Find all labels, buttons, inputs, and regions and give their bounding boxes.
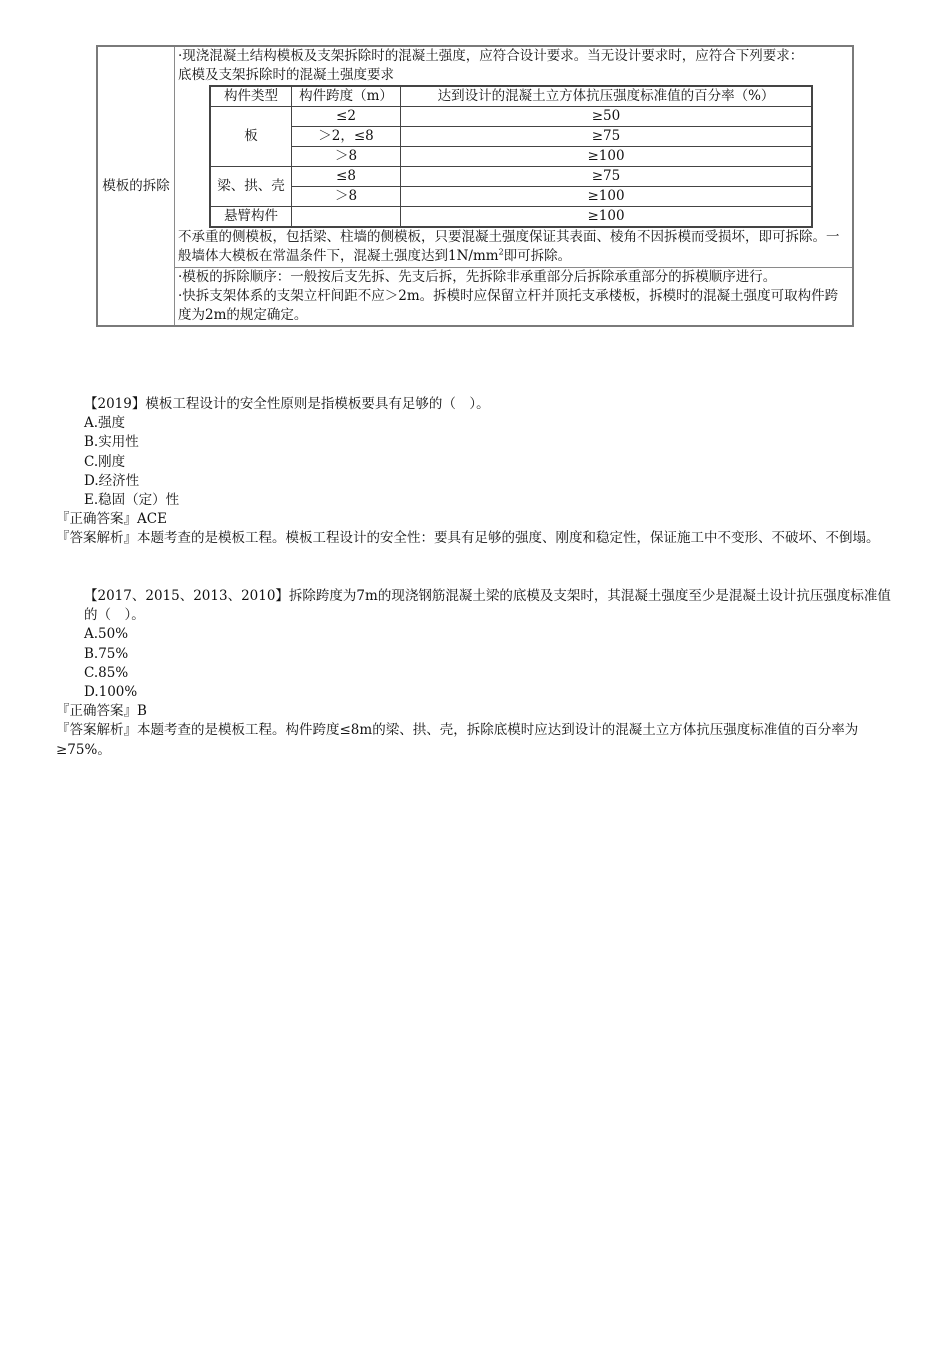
- question-2017: [56, 587, 898, 760]
- span-cell: ＞2，≤8: [292, 127, 401, 147]
- option-b: B.75%: [84, 645, 129, 662]
- option-c: C.85%: [84, 664, 129, 681]
- correct-answer: 『正确答案』ACE: [56, 511, 167, 528]
- table-row: [210, 167, 812, 187]
- header-percent: 达到设计的混凝土立方体抗压强度标准值的百分率（%）: [401, 86, 813, 107]
- header-type: 构件类型: [210, 86, 292, 107]
- requirements-cell: [175, 46, 854, 268]
- span-cell: ＞8: [292, 147, 401, 167]
- table-header-row: [210, 86, 812, 107]
- span-cell: [292, 207, 401, 228]
- strength-requirement-table: [209, 85, 813, 228]
- option-c: C.刚度: [84, 453, 126, 470]
- question-stem: 【2019】模板工程设计的安全性原则是指模板要具有足够的（ ）。: [84, 396, 490, 412]
- span-cell: ≤8: [292, 167, 401, 187]
- percent-cell: ≥75: [401, 167, 813, 187]
- type-cell: 悬臂构件: [210, 207, 292, 228]
- correct-answer: 『正确答案』B: [56, 703, 147, 720]
- percent-cell: ≥50: [401, 107, 813, 127]
- table-row: [210, 207, 812, 228]
- side-formwork-note: 不承重的侧模板，包括梁、柱墙的侧模板，只要混凝土强度保证其表面、棱角不因拆模而受损坏，即可拆除。一般墙体大模板在常温条件下，混凝土强度达到$1N/mm^2$即可拆除。: [178, 229, 840, 264]
- table-row: [210, 127, 812, 147]
- percent-cell: ≥100: [401, 147, 813, 167]
- requirement-text: ·现浇混凝土结构模板及支架拆除时的混凝土强度，应符合设计要求。当无设计要求时，应符合下列要求：: [178, 48, 804, 64]
- option-a: A.强度: [84, 415, 126, 432]
- option-b: B.实用性: [84, 434, 139, 451]
- table-row: [210, 107, 812, 127]
- option-a: A.50%: [84, 626, 129, 643]
- percent-cell: ≥75: [401, 127, 813, 147]
- formwork-removal-table: [96, 45, 854, 327]
- quick-support-text: ·快拆支架体系的支架立杆间距不应＞2m。拆模时应保留立杆并顶托支承楼板，拆模时的混凝土强度可取构件跨度为2m的规定确定。: [178, 288, 839, 323]
- question-2019: [56, 395, 898, 549]
- type-cell: 板: [210, 107, 292, 167]
- percent-cell: ≥100: [401, 207, 813, 228]
- removal-order-text: ·模板的拆除顺序：一般按后支先拆、先支后拆，先拆除非承重部分后拆除承重部分的拆模顺序进行。: [178, 269, 777, 285]
- span-cell: ＞8: [292, 187, 401, 207]
- option-d: D.经济性: [84, 472, 140, 489]
- option-e: E.稳固（定）性: [84, 492, 180, 509]
- answer-analysis: 『答案解析』本题考查的是模板工程。构件跨度≤8m的梁、拱、壳，拆除底模时应达到设计的混凝土立方体抗压强度标准值的百分率为≥75%。: [56, 722, 859, 758]
- type-cell: 梁、拱、壳: [210, 167, 292, 207]
- percent-cell: ≥100: [401, 187, 813, 207]
- question-stem: 【2017、2015、2013、2010】拆除跨度为7m的现浇钢筋混凝土梁的底模及支架时，其混凝土强度至少是混凝土设计抗压强度标准值的（ ）。: [84, 588, 891, 624]
- header-span: 构件跨度（m）: [292, 86, 401, 107]
- table-row: [210, 147, 812, 167]
- table-title: 底模及支架拆除时的混凝土强度要求: [178, 67, 394, 83]
- option-d: D.100%: [84, 684, 138, 701]
- section-label: 模板的拆除: [97, 46, 175, 326]
- span-cell: ≤2: [292, 107, 401, 127]
- table-row: [210, 187, 812, 207]
- removal-order-cell: [175, 268, 854, 327]
- answer-analysis: 『答案解析』本题考查的是模板工程。模板工程设计的安全性：要具有足够的强度、刚度和稳定性，保证施工中不变形、不破坏、不倒塌。: [56, 530, 880, 547]
